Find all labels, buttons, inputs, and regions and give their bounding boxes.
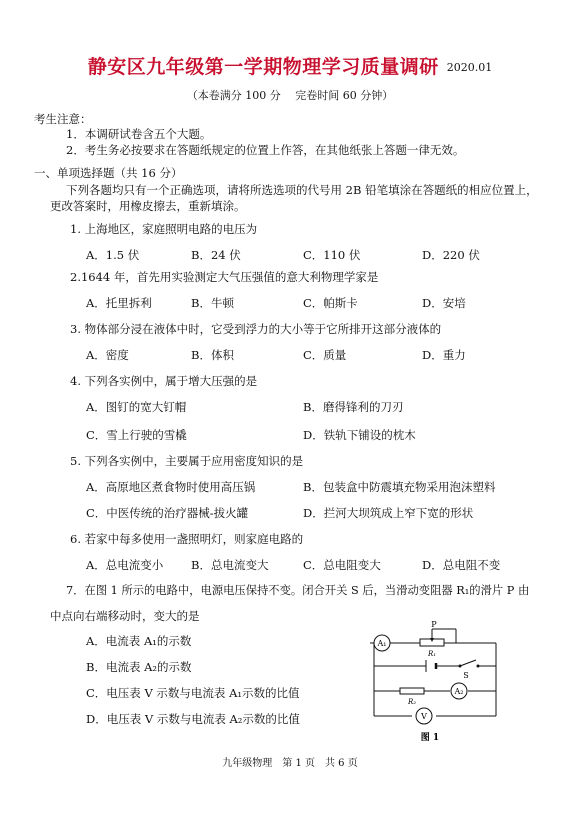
circuit-diagram xyxy=(360,616,510,746)
question-6-option-b: B．总电流变大 xyxy=(191,558,269,572)
ammeter-a1-label: A₁ xyxy=(377,639,387,648)
question-5-option-a: A．高原地区煮食物时使用高压锅 xyxy=(86,480,256,494)
section-heading: 一、单项选择题（共 16 分） xyxy=(34,166,183,180)
question-7-option-a: A．电流表 A₁的示数 xyxy=(86,634,192,648)
notice-item-1: 1．本调研试卷含五个大题。 xyxy=(66,127,212,141)
resistor-r2-symbol xyxy=(400,688,424,694)
question-4-option-b: B．磨得锋利的刀刃 xyxy=(303,400,404,414)
section-instructions-1: 下列各题均只有一个正确选项，请将所选选项的代号用 2B 铅笔填涂在答题纸的相应位置上， xyxy=(66,183,538,197)
question-4-option-a: A．图钉的宽大钉帽 xyxy=(86,400,187,414)
voltmeter-v-label: V xyxy=(421,712,427,721)
question-1-option-b: B．24 伏 xyxy=(191,248,241,262)
question-3-option-b: B．体积 xyxy=(191,348,234,362)
notice-item-2: 2．考生务必按要求在答题纸规定的位置上作答，在其他纸张上答题一律无效。 xyxy=(66,143,465,157)
question-1-option-a: A．1.5 伏 xyxy=(86,248,140,262)
exam-title: 静安区九年级第一学期物理学习质量调研 xyxy=(87,56,439,78)
switch-contact-right xyxy=(477,665,480,668)
exam-subtitle: （本卷满分 100 分 完卷时间 60 分钟） xyxy=(186,89,394,102)
question-2-option-b: B．牛顿 xyxy=(191,296,234,310)
question-3-option-c: C．质量 xyxy=(303,348,347,362)
question-7-stem-2: 中点向右端移动时，变大的是 xyxy=(50,609,200,623)
question-4-option-c: C．雪上行驶的雪橇 xyxy=(86,428,187,442)
question-7-option-d: D．电压表 V 示数与电流表 A₂示数的比值 xyxy=(86,712,300,726)
question-2-stem: 2.1644 年，首先用实验测定大气压强值的意大利物理学家是 xyxy=(70,270,379,284)
question-1-option-d: D．220 伏 xyxy=(422,248,480,262)
question-7-option-b: B．电流表 A₂的示数 xyxy=(86,660,192,674)
question-1-stem: 1. 上海地区，家庭照明电路的电压为 xyxy=(70,222,258,236)
question-1-option-c: C．110 伏 xyxy=(303,248,361,262)
figure-caption: 图 1 xyxy=(420,733,440,743)
exam-date: 2020.01 xyxy=(446,61,493,74)
question-4-stem: 4. 下列各实例中，属于增大压强的是 xyxy=(70,374,258,388)
question-2-option-c: C．帕斯卡 xyxy=(303,296,358,310)
switch-s-label: S xyxy=(463,671,469,680)
question-5-option-b: B．包装盒中防震填充物采用泡沫塑料 xyxy=(303,480,496,494)
switch-contact-left xyxy=(459,665,462,668)
question-5-option-c: C．中医传统的治疗器械-拔火罐 xyxy=(86,506,249,520)
question-7-stem-1: 7．在图 1 所示的电路中，电源电压保持不变。闭合开关 S 后，当滑动变阻器 R₁的滑片 P 由 xyxy=(66,584,530,597)
question-6-option-d: D．总电阻不变 xyxy=(422,558,501,572)
question-2-option-a: A．托里拆利 xyxy=(86,296,152,310)
question-3-option-d: D．重力 xyxy=(422,348,466,362)
question-6-option-a: A．总电流变小 xyxy=(86,558,164,572)
page-footer: 九年级物理 第 1 页 共 6 页 xyxy=(222,758,358,769)
question-5-stem: 5. 下列各实例中，主要属于应用密度知识的是 xyxy=(70,454,304,468)
notice-heading: 考生注意： xyxy=(34,112,92,126)
resistor-r1-label: R₁ xyxy=(427,650,437,658)
question-5-option-d: D．拦河大坝筑成上窄下宽的形状 xyxy=(303,506,474,520)
question-6-option-c: C．总电阻变大 xyxy=(303,558,381,572)
question-7-option-c: C．电压表 V 示数与电流表 A₁示数的比值 xyxy=(86,686,300,700)
slider-p-label: P xyxy=(431,620,437,629)
question-6-stem: 6. 若家中每多使用一盏照明灯，则家庭电路的 xyxy=(70,532,304,546)
resistor-r2-label: R₂ xyxy=(407,698,417,706)
question-4-option-d: D．铁轨下铺设的枕木 xyxy=(303,428,416,442)
question-3-option-a: A．密度 xyxy=(86,348,129,362)
section-instructions-2: 更改答案时，用橡皮擦去，重新填涂。 xyxy=(50,199,246,213)
ammeter-a2-label: A₂ xyxy=(454,687,464,696)
question-3-stem: 3. 物体部分浸在液体中时，它受到浮力的大小等于它所排开这部分液体的 xyxy=(70,322,442,336)
question-2-option-d: D．安培 xyxy=(422,296,466,310)
title-row xyxy=(0,52,580,79)
